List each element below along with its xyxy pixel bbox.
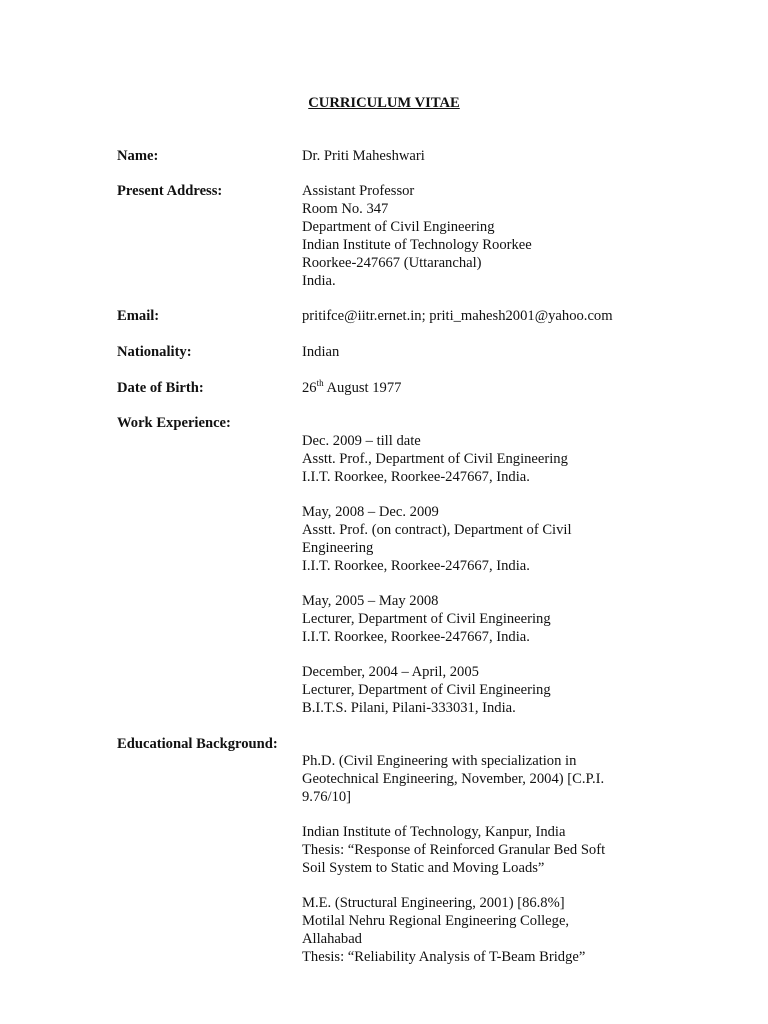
nationality-label: Nationality: (117, 344, 192, 360)
address-line: Roorkee-247667 (Uttaranchal) (302, 255, 482, 271)
education-entry-line: Motilal Nehru Regional Engineering College, (302, 913, 570, 929)
education-entry-line: Soil System to Static and Moving Loads” (302, 860, 545, 876)
address-line: India. (302, 273, 336, 289)
work-entry (302, 503, 642, 575)
address-line: Department of Civil Engineering (302, 219, 495, 235)
dob-rest: August 1977 (323, 380, 402, 396)
email-value: pritifce@iitr.ernet.in; priti_mahesh2001@yahoo.com (302, 308, 613, 324)
education-entry (302, 823, 642, 877)
address-block (302, 182, 642, 290)
dob-label: Date of Birth: (117, 380, 204, 396)
work-entry-line: Asstt. Prof. (on contract), Department of Civil (302, 522, 572, 538)
document-title: CURRICULUM VITAE (308, 95, 460, 111)
work-entry-line: I.I.T. Roorkee, Roorkee-247667, India. (302, 629, 530, 645)
education-entry-line: Indian Institute of Technology, Kanpur, India (302, 824, 566, 840)
dob-suffix: th (316, 378, 324, 388)
work-entry-line: Lecturer, Department of Civil Engineering (302, 611, 551, 627)
work-entry-line: B.I.T.S. Pilani, Pilani-333031, India. (302, 700, 516, 716)
work-entry-line: Asstt. Prof., Department of Civil Engineering (302, 451, 568, 467)
education-entry (302, 752, 642, 806)
address-label: Present Address: (117, 183, 223, 199)
dob-day: 26 (302, 380, 317, 396)
education-entry (302, 894, 642, 966)
education-entry-line: Thesis: “Response of Reinforced Granular Bed Soft (302, 842, 606, 858)
dob-value (302, 379, 401, 397)
work-entry-line: I.I.T. Roorkee, Roorkee-247667, India. (302, 558, 530, 574)
name-label: Name: (117, 148, 159, 164)
work-entry (302, 592, 642, 646)
work-entry-line: May, 2005 – May 2008 (302, 593, 439, 609)
work-entry-line: Lecturer, Department of Civil Engineering (302, 682, 551, 698)
address-line: Indian Institute of Technology Roorkee (302, 237, 532, 253)
work-entry-line: I.I.T. Roorkee, Roorkee-247667, India. (302, 469, 530, 485)
work-entry-line: May, 2008 – Dec. 2009 (302, 504, 439, 520)
email-label: Email: (117, 308, 160, 324)
work-entry-line: Engineering (302, 540, 374, 556)
work-entry (302, 663, 642, 717)
work-entry-line: Dec. 2009 – till date (302, 433, 421, 449)
education-entry-line: Allahabad (302, 931, 362, 947)
nationality-value: Indian (302, 344, 340, 360)
work-entry (302, 432, 642, 486)
education-entry-line: Geotechnical Engineering, November, 2004) [C.P.I. (302, 771, 605, 787)
education-entry-line: Ph.D. (Civil Engineering with specialization in (302, 753, 577, 769)
name-value: Dr. Priti Maheshwari (302, 148, 425, 164)
work-experience-label: Work Experience: (117, 415, 231, 431)
education-entry-line: 9.76/10] (302, 789, 352, 805)
education-entry-line: Thesis: “Reliability Analysis of T-Beam Bridge” (302, 949, 586, 965)
education-entry-line: M.E. (Structural Engineering, 2001) [86.8%] (302, 895, 565, 911)
address-line: Assistant Professor (302, 183, 415, 199)
address-line: Room No. 347 (302, 201, 389, 217)
work-entry-line: December, 2004 – April, 2005 (302, 664, 479, 680)
education-label: Educational Background: (117, 736, 278, 752)
